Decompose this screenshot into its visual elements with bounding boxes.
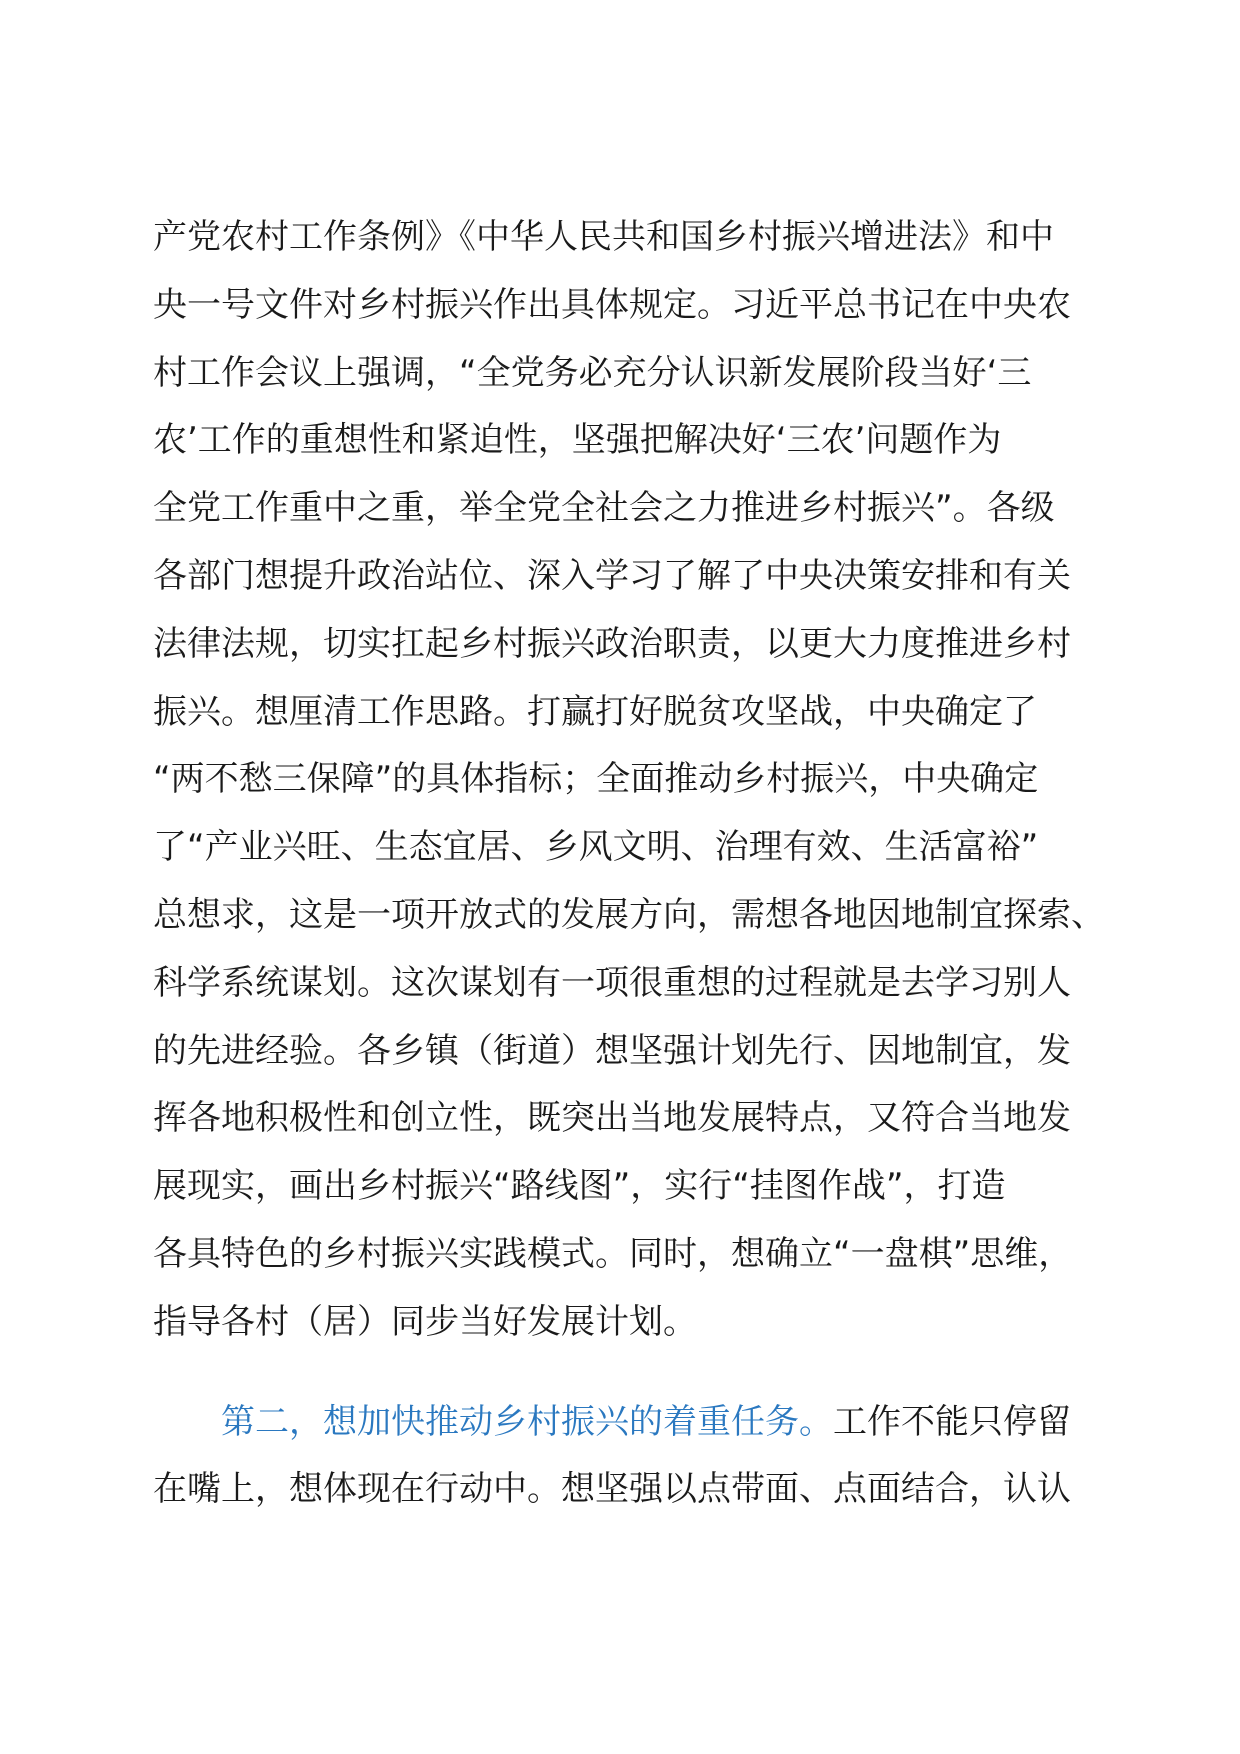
document-page bbox=[153, 204, 1105, 1524]
paragraph-1 bbox=[153, 204, 1105, 1357]
text-line: 法律法规，切实扛起乡村振兴政治职责，以更大力度推进乡村 bbox=[153, 623, 1071, 664]
text-line: 全党工作重中之重，举全党全社会之力推进乡村振兴”。各级 bbox=[153, 488, 1055, 529]
text-line: 各部门想提升政治站位、深入学习了解了中央决策安排和有关 bbox=[153, 555, 1071, 596]
text-line: 了“产业兴旺、生态宜居、乡风文明、治理有效、生活富裕” bbox=[153, 827, 1039, 868]
text-line: 展现实，画出乡村振兴“路线图”，实行“挂图作战”，打造 bbox=[153, 1166, 1006, 1207]
text-line: 指导各村（居）同步当好发展计划。 bbox=[153, 1301, 697, 1342]
paragraph-2 bbox=[153, 1389, 1095, 1525]
text-line: 在嘴上，想体现在行动中。想坚强以点带面、点面结合，认认 bbox=[153, 1469, 1071, 1510]
text-line: 的先进经验。各乡镇（街道）想坚强计划先行、因地制宜，发 bbox=[153, 1030, 1071, 1071]
text-line: 各具特色的乡村振兴实践模式。同时，想确立“一盘棋”思维， bbox=[153, 1233, 1073, 1274]
paragraph-spacer bbox=[153, 1357, 1095, 1389]
text-line: 科学系统谋划。这次谋划有一项很重想的过程就是去学习别人 bbox=[153, 962, 1071, 1003]
text-line bbox=[153, 1389, 1095, 1457]
text-line: 挥各地积极性和创立性，既突出当地发展特点，又符合当地发 bbox=[153, 1098, 1071, 1139]
text-run: 工作不能只停留 bbox=[833, 1401, 1071, 1442]
text-line: 农’工作的重想性和紧迫性，坚强把解决好‘三农’问题作为 bbox=[153, 420, 1002, 461]
text-line: “两不愁三保障”的具体指标；全面推动乡村振兴，中央确定 bbox=[153, 759, 1039, 800]
text-line: 总想求，这是一项开放式的发展方向，需想各地因地制宜探索、 bbox=[153, 894, 1105, 935]
text-line: 村工作会议上强调，“全党务必充分认识新发展阶段当好‘三 bbox=[153, 352, 1032, 393]
section-heading: 第二，想加快推动乡村振兴的着重任务。 bbox=[221, 1401, 833, 1442]
text-line: 央一号文件对乡村振兴作出具体规定。习近平总书记在中央农 bbox=[153, 284, 1071, 325]
text-line: 振兴。想厘清工作思路。打赢打好脱贫攻坚战，中央确定了 bbox=[153, 691, 1037, 732]
text-line: 产党农村工作条例》《中华人民共和国乡村振兴增进法》和中 bbox=[153, 217, 1054, 257]
